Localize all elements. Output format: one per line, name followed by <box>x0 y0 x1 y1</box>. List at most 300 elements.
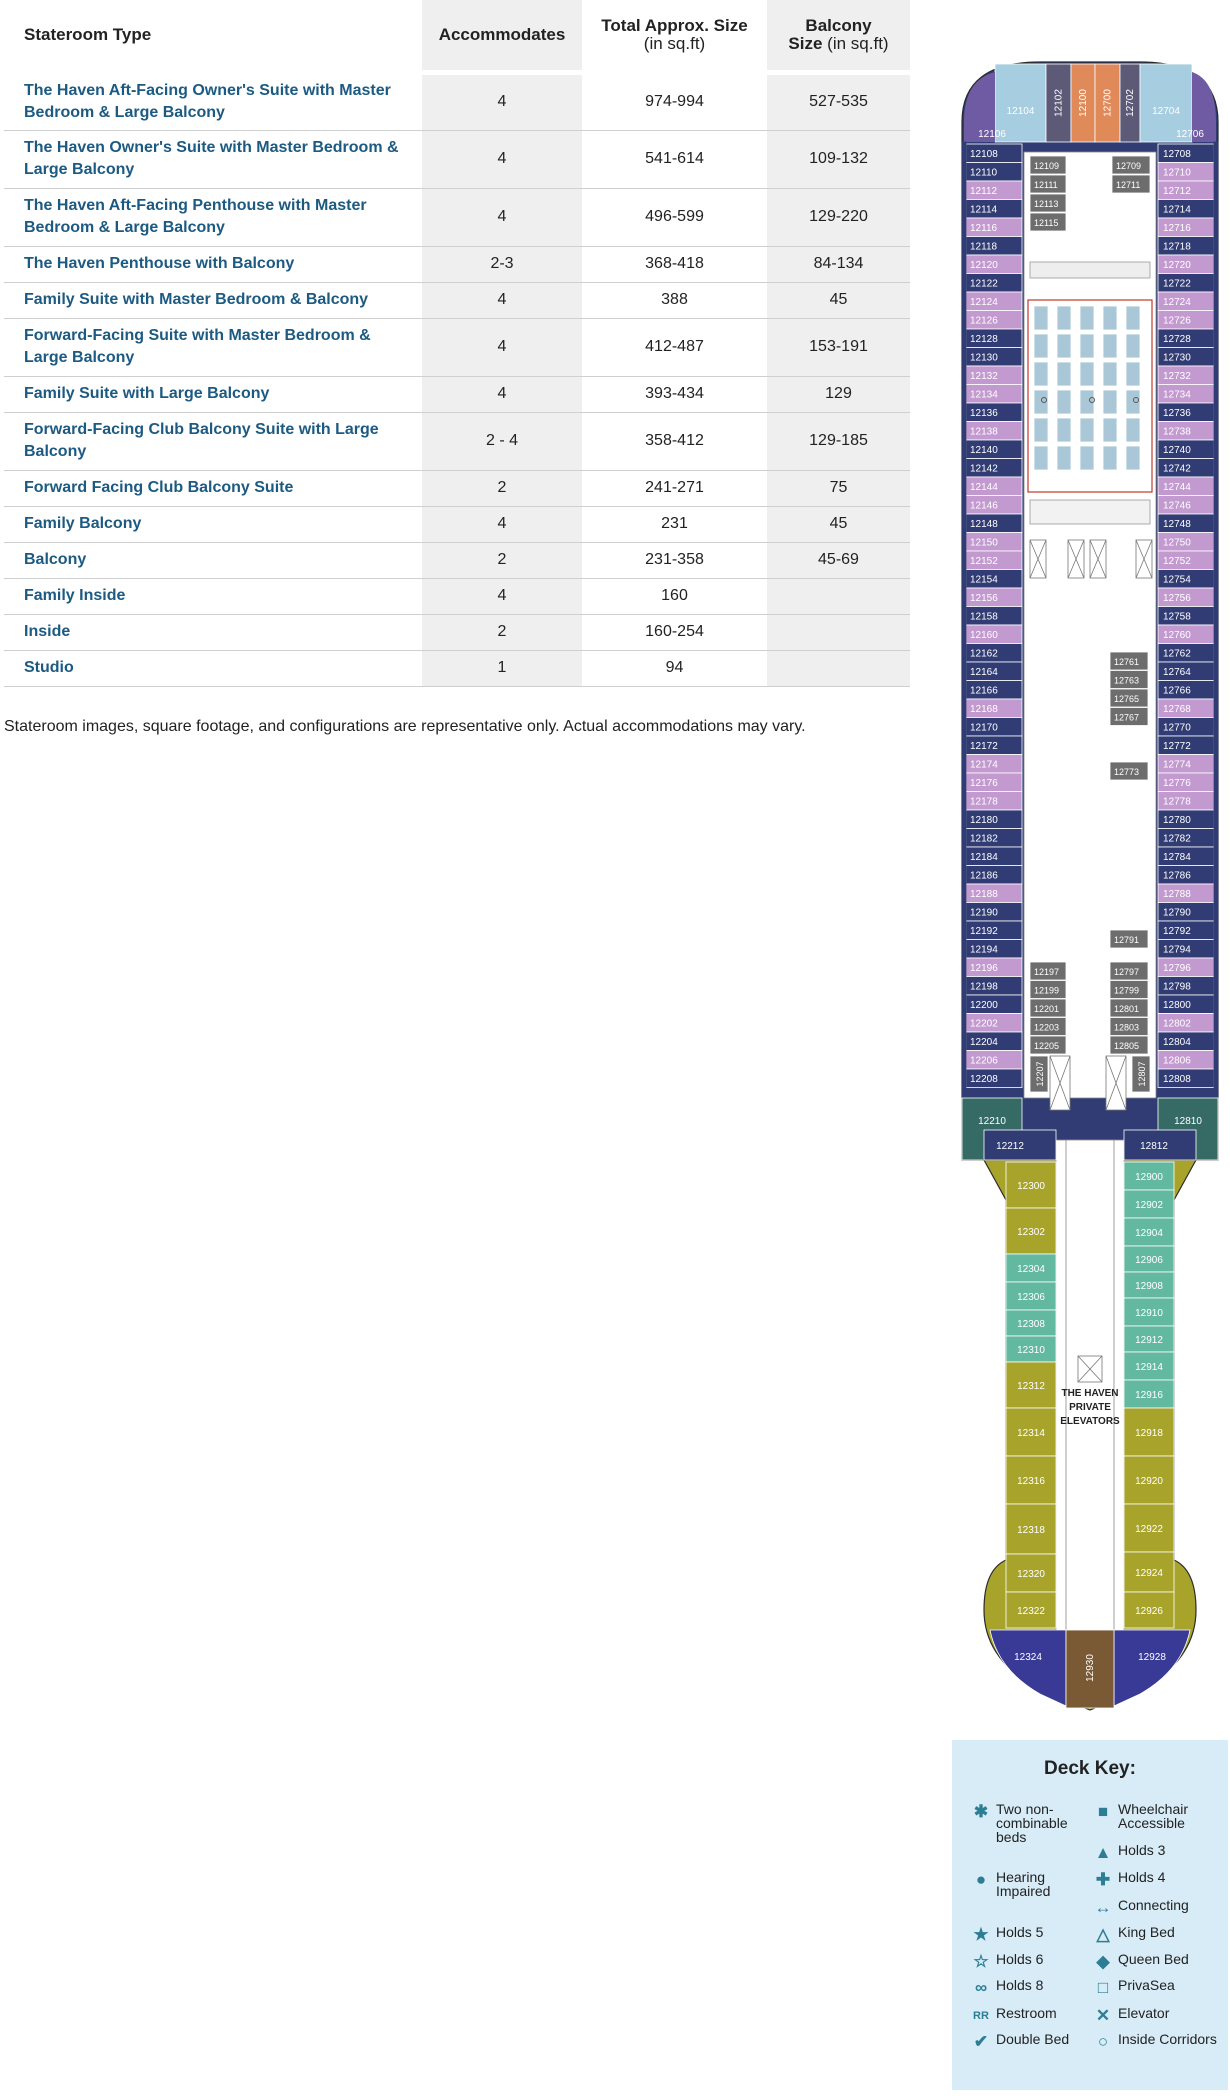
table-row <box>4 470 910 506</box>
cabin-number: 12199 <box>1034 985 1060 996</box>
balcony-size-cell: 109-132 <box>767 130 910 188</box>
cabin-number: 12196 <box>970 963 998 974</box>
cabin-number: 12201 <box>1034 1004 1060 1014</box>
balcony-size-cell: 153-191 <box>767 318 910 376</box>
cabin-number: 12100 <box>1078 89 1089 117</box>
cabin-number: 12922 <box>1135 1524 1163 1535</box>
courtyard-suite <box>1080 362 1094 386</box>
cabin-number: 12782 <box>1163 833 1191 845</box>
courtyard-suite <box>1057 306 1071 330</box>
total-size-cell: 368-418 <box>582 246 767 282</box>
cabin-number: 12136 <box>970 408 998 419</box>
cabin-number: 12168 <box>970 704 998 715</box>
courtyard-suite <box>1034 362 1048 386</box>
cabin-number: 12308 <box>1017 1319 1045 1330</box>
cabin-number: 12764 <box>1163 667 1191 678</box>
haven-elevator-label: THE HAVEN <box>1061 1388 1119 1399</box>
cabin-number: 12702 <box>1125 89 1136 117</box>
stateroom-type-link[interactable]: Forward-Facing Club Balcony Suite with Large Balcony <box>4 412 422 470</box>
stateroom-type-link[interactable]: The Haven Penthouse with Balcony <box>4 246 422 282</box>
cabin-number: 12926 <box>1135 1606 1163 1617</box>
cabin-number: 12700 <box>1102 89 1114 117</box>
courtyard-suite <box>1126 418 1140 442</box>
stateroom-type-link[interactable]: Family Balcony <box>4 506 422 542</box>
cabin-number: 12742 <box>1163 463 1191 475</box>
cabin-number: 12180 <box>970 815 998 826</box>
cabin-number: 12208 <box>970 1074 998 1085</box>
header-total-size <box>582 0 767 72</box>
circle-outline-icon: ○ <box>1097 2032 1109 2051</box>
table-row <box>4 506 910 542</box>
cabin-number: 12710 <box>1163 167 1191 179</box>
accommodates-cell: 4 <box>422 188 582 246</box>
balcony-size-cell <box>767 578 910 614</box>
table-row <box>4 376 910 412</box>
courtyard-suite <box>1080 334 1094 358</box>
cabin-number: 12768 <box>1163 704 1191 715</box>
port-stripe <box>962 142 966 1102</box>
cabin-number: 12748 <box>1163 519 1191 530</box>
cabin-number: 12126 <box>970 315 998 327</box>
cabin-number: 12924 <box>1135 1568 1163 1579</box>
cabin-number: 12734 <box>1163 389 1191 401</box>
accommodates-cell: 4 <box>422 282 582 318</box>
courtyard-suite <box>1103 446 1117 470</box>
cabin-number: 12928 <box>1138 1652 1166 1663</box>
cabin-number: 12802 <box>1163 1018 1191 1030</box>
cabin-number: 12714 <box>1163 204 1191 216</box>
haven-elevator-label: PRIVATE <box>1069 1402 1111 1413</box>
table-row <box>4 246 910 282</box>
cabin-number: 12202 <box>970 1018 998 1030</box>
cabin-number: 12206 <box>970 1055 998 1067</box>
deck-map <box>950 0 1230 1720</box>
cabin-number: 12916 <box>1135 1390 1163 1401</box>
total-size-cell: 388 <box>582 282 767 318</box>
accommodates-cell: 4 <box>422 72 582 130</box>
deck-key-label: Holds 3 <box>1118 1842 1166 1858</box>
deck-key-label: Queen Bed <box>1118 1951 1189 1967</box>
balcony-size-cell: 45-69 <box>767 542 910 578</box>
courtyard-suite <box>1103 418 1117 442</box>
deck-key-label: Two non-combinable beds <box>996 1801 1068 1845</box>
courtyard-suite <box>1034 446 1048 470</box>
cabin-number: 12306 <box>1017 1292 1045 1303</box>
restroom-icon: RR <box>973 2010 989 2022</box>
courtyard-suite <box>1034 418 1048 442</box>
deck-key-label: Wheelchair Accessible <box>1118 1801 1189 1831</box>
balcony-size-cell <box>767 614 910 650</box>
table-row <box>4 578 910 614</box>
cabin-number: 12300 <box>1017 1181 1045 1192</box>
cabin-number: 12776 <box>1163 778 1191 789</box>
cabin-number: 12104 <box>1006 106 1035 117</box>
stateroom-type-link[interactable]: The Haven Aft-Facing Owner's Suite with Master Bedroom & Large Balcony <box>4 72 422 130</box>
cabin-number: 12170 <box>970 722 998 734</box>
table-row <box>4 188 910 246</box>
balcony-size-cell: 129 <box>767 376 910 412</box>
circle-icon: ● <box>975 1870 987 1889</box>
cabin-number: 12186 <box>970 870 998 882</box>
cabin-number: 12174 <box>970 759 998 771</box>
cabin-number: 12774 <box>1163 759 1191 771</box>
wheelchair-square-icon: ■ <box>1097 1802 1109 1821</box>
accommodates-cell: 2 <box>422 470 582 506</box>
total-size-cell: 160 <box>582 578 767 614</box>
cabin-number: 12120 <box>970 260 998 271</box>
cabin-number: 12110 <box>970 167 998 179</box>
square-outline-icon: □ <box>1097 1978 1109 1997</box>
courtyard-suite <box>1126 362 1140 386</box>
cabin-number: 12316 <box>1017 1476 1045 1487</box>
bow-cabin-right <box>1114 1630 1190 1706</box>
stateroom-type-link[interactable]: Family Suite with Large Balcony <box>4 376 422 412</box>
courtyard-suite <box>1057 390 1071 414</box>
cabin-number: 12770 <box>1163 722 1191 734</box>
cabin-number: 12158 <box>970 611 998 623</box>
cabin-number: 12738 <box>1163 426 1191 438</box>
cabin-number: 12706 <box>1176 129 1204 140</box>
stateroom-table-body <box>4 72 910 686</box>
accommodates-cell: 4 <box>422 318 582 376</box>
cabin-number: 12726 <box>1163 315 1191 327</box>
deck-key-title: Deck Key: <box>1044 1758 1136 1779</box>
courtyard-suite <box>1126 334 1140 358</box>
cabin-number: 12716 <box>1163 223 1191 234</box>
cabin-number: 12198 <box>970 981 998 993</box>
courtyard-suite <box>1103 334 1117 358</box>
cabin-number: 12112 <box>970 186 998 197</box>
table-row <box>4 614 910 650</box>
cabin-number: 12115 <box>1034 218 1059 228</box>
cabin-number: 12744 <box>1163 482 1191 493</box>
deck-key-label: Inside Corridors <box>1118 2031 1217 2047</box>
header-accommodates: Accommodates <box>422 0 582 72</box>
header-balcony-unit: (in sq.ft) <box>827 33 889 53</box>
cabin-number: 12197 <box>1034 967 1060 977</box>
cabin-number: 12718 <box>1163 241 1191 253</box>
cabin-number: 12784 <box>1163 852 1191 863</box>
balcony-size-cell: 75 <box>767 470 910 506</box>
courtyard-suite <box>1103 362 1117 386</box>
cabin-number: 12166 <box>970 685 998 697</box>
courtyard-suite <box>1034 334 1048 358</box>
cabin-number: 12118 <box>970 241 998 253</box>
balcony-size-cell: 45 <box>767 282 910 318</box>
cabin-number: 12310 <box>1017 1345 1045 1356</box>
cabin-number: 12766 <box>1163 685 1191 697</box>
plus-icon: ✚ <box>1095 1870 1111 1889</box>
cabin-number: 12778 <box>1163 796 1191 808</box>
cabin-number: 12207 <box>1035 1061 1045 1087</box>
cabin-number: 12762 <box>1163 648 1191 660</box>
balcony-size-cell: 84-134 <box>767 246 910 282</box>
cabin-number: 12182 <box>970 833 998 845</box>
cabin-number: 12162 <box>970 648 998 660</box>
cabin-number: 12113 <box>1034 199 1059 209</box>
disclaimer-text: Stateroom images, square footage, and configurations are representative only. Actual accommodations may vary. <box>4 718 806 735</box>
deck-key-label: Double Bed <box>996 2031 1070 2047</box>
header-balcony-size <box>767 0 910 72</box>
cabin-number: 12142 <box>970 463 998 475</box>
cabin-number: 12204 <box>970 1037 998 1048</box>
table-row <box>4 412 910 470</box>
cabin-number: 12146 <box>970 500 998 512</box>
cabin-number: 12912 <box>1135 1335 1163 1346</box>
cabin-number: 12138 <box>970 426 998 438</box>
cabin-number: 12746 <box>1163 500 1191 512</box>
courtyard-suite <box>1080 446 1094 470</box>
stateroom-type-link[interactable]: Forward-Facing Suite with Master Bedroom & Large Balcony <box>4 318 422 376</box>
deck-key-label: Elevator <box>1118 2005 1170 2021</box>
courtyard-suite <box>1057 446 1071 470</box>
cabin-number: 12801 <box>1114 1004 1140 1014</box>
starboard-stripe <box>1214 142 1218 1102</box>
cabin-number: 12908 <box>1135 1281 1163 1292</box>
courtyard-suite <box>1126 306 1140 330</box>
cabin-number: 12806 <box>1163 1055 1191 1067</box>
cabin-number: 12920 <box>1135 1476 1163 1487</box>
elevator-x-icon: ✕ <box>1095 2006 1111 2025</box>
cabin-number: 12808 <box>1163 1074 1191 1085</box>
cabin-number: 12711 <box>1116 180 1141 190</box>
stateroom-type-link[interactable]: Inside <box>4 614 422 650</box>
total-size-cell: 94 <box>582 650 767 686</box>
cabin-number: 12116 <box>970 223 998 234</box>
cabin-number: 12164 <box>970 667 998 678</box>
cabin-number: 12724 <box>1163 297 1191 308</box>
star-outline-icon: ☆ <box>973 1952 989 1971</box>
cabin-number: 12765 <box>1114 694 1140 704</box>
cabin-number: 12790 <box>1163 907 1191 919</box>
cabin-number: 12750 <box>1163 537 1191 549</box>
courtyard-suite <box>1057 334 1071 358</box>
cabin-number: 12780 <box>1163 815 1191 826</box>
stateroom-type-link[interactable]: Forward Facing Club Balcony Suite <box>4 470 422 506</box>
cabin-number: 12754 <box>1163 574 1191 586</box>
cabin-number: 12760 <box>1163 630 1191 641</box>
cabin-number: 12756 <box>1163 593 1191 604</box>
table-row <box>4 318 910 376</box>
cabin-number: 12773 <box>1114 767 1140 777</box>
cabin-number: 12154 <box>970 574 998 586</box>
courtyard-suite <box>1034 306 1048 330</box>
courtyard-suite <box>1057 362 1071 386</box>
header-total-size-main: Total Approx. Size <box>601 15 748 35</box>
cabin-number: 12728 <box>1163 334 1191 345</box>
interior-corridor-area <box>1024 152 1156 1098</box>
cabin-number: 12108 <box>970 149 998 160</box>
deck-key-label: King Bed <box>1118 1924 1175 1940</box>
cabin-number: 12114 <box>970 204 998 216</box>
cabin-number: 12132 <box>970 371 998 382</box>
deck-key-label: Holds 4 <box>1118 1869 1166 1885</box>
deck-key-label: Restroom <box>996 2005 1057 2021</box>
cabin-number: 12304 <box>1017 1264 1045 1275</box>
cabin-number: 12800 <box>1163 1000 1191 1011</box>
cabin-number: 12144 <box>970 482 998 493</box>
cabin-number: 12722 <box>1163 278 1191 290</box>
courtyard-suite <box>1057 418 1071 442</box>
stateroom-type-link[interactable]: Family Inside <box>4 578 422 614</box>
cabin-number: 12128 <box>970 334 998 345</box>
cabin-number: 12796 <box>1163 963 1191 974</box>
cabin-number: 12194 <box>970 944 998 956</box>
cabin-number: 12140 <box>970 445 998 456</box>
balcony-size-cell: 45 <box>767 506 910 542</box>
cabin-number: 12798 <box>1163 981 1191 993</box>
deck-key <box>952 1740 1228 2090</box>
balcony-size-cell: 129-220 <box>767 188 910 246</box>
cabin-number: 12914 <box>1135 1362 1163 1373</box>
header-total-size-unit: (in sq.ft) <box>643 33 706 53</box>
accommodates-cell: 4 <box>422 376 582 412</box>
cabin-number: 12730 <box>1163 352 1191 364</box>
total-size-cell: 496-599 <box>582 188 767 246</box>
haven-elevator-label: ELEVATORS <box>1060 1416 1120 1427</box>
balcony-size-cell: 129-185 <box>767 412 910 470</box>
accommodates-cell: 2 <box>422 614 582 650</box>
table-row <box>4 130 910 188</box>
cabin-number: 12810 <box>1174 1116 1202 1127</box>
cabin-number: 12910 <box>1135 1308 1163 1319</box>
cabin-number: 12150 <box>970 537 998 549</box>
accommodates-cell: 1 <box>422 650 582 686</box>
deck-key-label: Holds 5 <box>996 1924 1044 1940</box>
cabin-number: 12812 <box>1140 1141 1168 1152</box>
cabin-number: 12106 <box>978 129 1006 140</box>
deck-key-label: Hearing Impaired <box>996 1869 1051 1899</box>
star-icon: ★ <box>973 1925 989 1944</box>
courtyard-suite <box>1080 418 1094 442</box>
courtyard-suite <box>1080 306 1094 330</box>
header-balcony-main: Balcony <box>805 15 872 35</box>
cabin-number: 12740 <box>1163 445 1191 456</box>
cabin-number: 12772 <box>1163 741 1191 752</box>
header-balcony-size-word: Size <box>788 33 823 53</box>
cabin-number: 12732 <box>1163 371 1191 382</box>
cabin-number: 12148 <box>970 519 998 530</box>
balcony-size-cell: 527-535 <box>767 72 910 130</box>
stateroom-type-link[interactable]: Balcony <box>4 542 422 578</box>
cabin-number: 12200 <box>970 1000 998 1011</box>
cabin-number: 12176 <box>970 778 998 789</box>
cabin-number: 12178 <box>970 796 998 808</box>
cabin-number: 12134 <box>970 389 998 401</box>
cabin-number: 12102 <box>1053 89 1065 117</box>
total-size-cell: 231 <box>582 506 767 542</box>
stair-area <box>1030 262 1150 278</box>
cabin-number: 12720 <box>1163 260 1191 271</box>
cabin-number: 12767 <box>1114 712 1140 723</box>
total-size-cell: 393-434 <box>582 376 767 412</box>
accommodates-cell: 2 <box>422 542 582 578</box>
table-header-row <box>4 0 910 72</box>
cabin-number: 12122 <box>970 278 998 290</box>
cabin-number: 12752 <box>1163 556 1191 567</box>
total-size-cell: 974-994 <box>582 72 767 130</box>
cabin-number: 12190 <box>970 907 998 919</box>
diamond-icon: ◆ <box>1096 1952 1110 1971</box>
cabin-number: 12807 <box>1137 1061 1147 1087</box>
cabin-number: 12736 <box>1163 408 1191 419</box>
stateroom-type-link[interactable]: The Haven Aft-Facing Penthouse with Master Bedroom & Large Balcony <box>4 188 422 246</box>
cabin-number: 12212 <box>996 1141 1024 1152</box>
stateroom-type-link[interactable]: Family Suite with Master Bedroom & Balcony <box>4 282 422 318</box>
cabin-number: 12156 <box>970 593 998 604</box>
cabin-number: 12160 <box>970 630 998 641</box>
cabin-number: 12318 <box>1017 1525 1045 1536</box>
cabin-number: 12803 <box>1114 1022 1140 1033</box>
cabin-number: 12799 <box>1114 985 1140 996</box>
courtyard-suite <box>1103 390 1117 414</box>
courtyard-suite <box>1103 306 1117 330</box>
infinity-icon: ∞ <box>974 1978 988 1997</box>
cabin-number: 12324 <box>1014 1652 1042 1663</box>
deck-map-layer <box>962 62 1218 1710</box>
courtyard-suite <box>1126 446 1140 470</box>
cabin-number: 12906 <box>1135 1255 1163 1266</box>
cabin-number: 12203 <box>1034 1022 1060 1033</box>
accommodates-cell: 4 <box>422 578 582 614</box>
cabin-number: 12188 <box>970 889 998 900</box>
deck-key-label: Holds 8 <box>996 1977 1044 1993</box>
stateroom-type-link[interactable]: The Haven Owner's Suite with Master Bedroom & Large Balcony <box>4 130 422 188</box>
triangle-outline-icon: △ <box>1096 1925 1110 1944</box>
cabin-number: 12791 <box>1114 935 1140 945</box>
cabin-number: 12786 <box>1163 870 1191 882</box>
total-size-cell: 541-614 <box>582 130 767 188</box>
table-row <box>4 542 910 578</box>
balcony-size-cell <box>767 650 910 686</box>
cabin-number: 12904 <box>1135 1228 1163 1239</box>
cabin-number: 12314 <box>1017 1428 1045 1439</box>
cabin-number: 12805 <box>1114 1041 1140 1051</box>
cabin-number: 12184 <box>970 852 998 863</box>
cabin-number: 12930 <box>1085 1654 1096 1682</box>
total-size-cell: 358-412 <box>582 412 767 470</box>
table-row <box>4 72 910 130</box>
stateroom-type-link[interactable]: Studio <box>4 650 422 686</box>
cabin-number: 12192 <box>970 926 998 937</box>
cabin-number: 12320 <box>1017 1569 1045 1580</box>
cabin-number: 12111 <box>1034 180 1058 190</box>
deck-key-label: PrivaSea <box>1118 1977 1175 1993</box>
accommodates-cell: 2 - 4 <box>422 412 582 470</box>
total-size-cell: 160-254 <box>582 614 767 650</box>
cabin-number: 12761 <box>1114 657 1140 667</box>
accommodates-cell: 4 <box>422 130 582 188</box>
cabin-number: 12712 <box>1163 186 1191 197</box>
bow-cabin-left <box>990 1630 1066 1706</box>
table-row <box>4 282 910 318</box>
cabin-number: 12902 <box>1135 1200 1163 1211</box>
stair-block <box>1030 500 1150 524</box>
accommodates-cell: 2-3 <box>422 246 582 282</box>
header-stateroom-type: Stateroom Type <box>4 0 422 72</box>
total-size-cell: 231-358 <box>582 542 767 578</box>
cabin-number: 12758 <box>1163 611 1191 623</box>
cabin-number: 12900 <box>1135 1172 1163 1183</box>
cabin-number: 12172 <box>970 741 998 752</box>
cabin-number: 12918 <box>1135 1428 1163 1439</box>
accommodates-cell: 4 <box>422 506 582 542</box>
cabin-number: 12788 <box>1163 889 1191 900</box>
cabin-number: 12709 <box>1116 161 1142 171</box>
triangle-icon: ▲ <box>1094 1843 1112 1862</box>
cabin-number: 12322 <box>1017 1606 1045 1617</box>
cabin-number: 12708 <box>1163 149 1191 160</box>
